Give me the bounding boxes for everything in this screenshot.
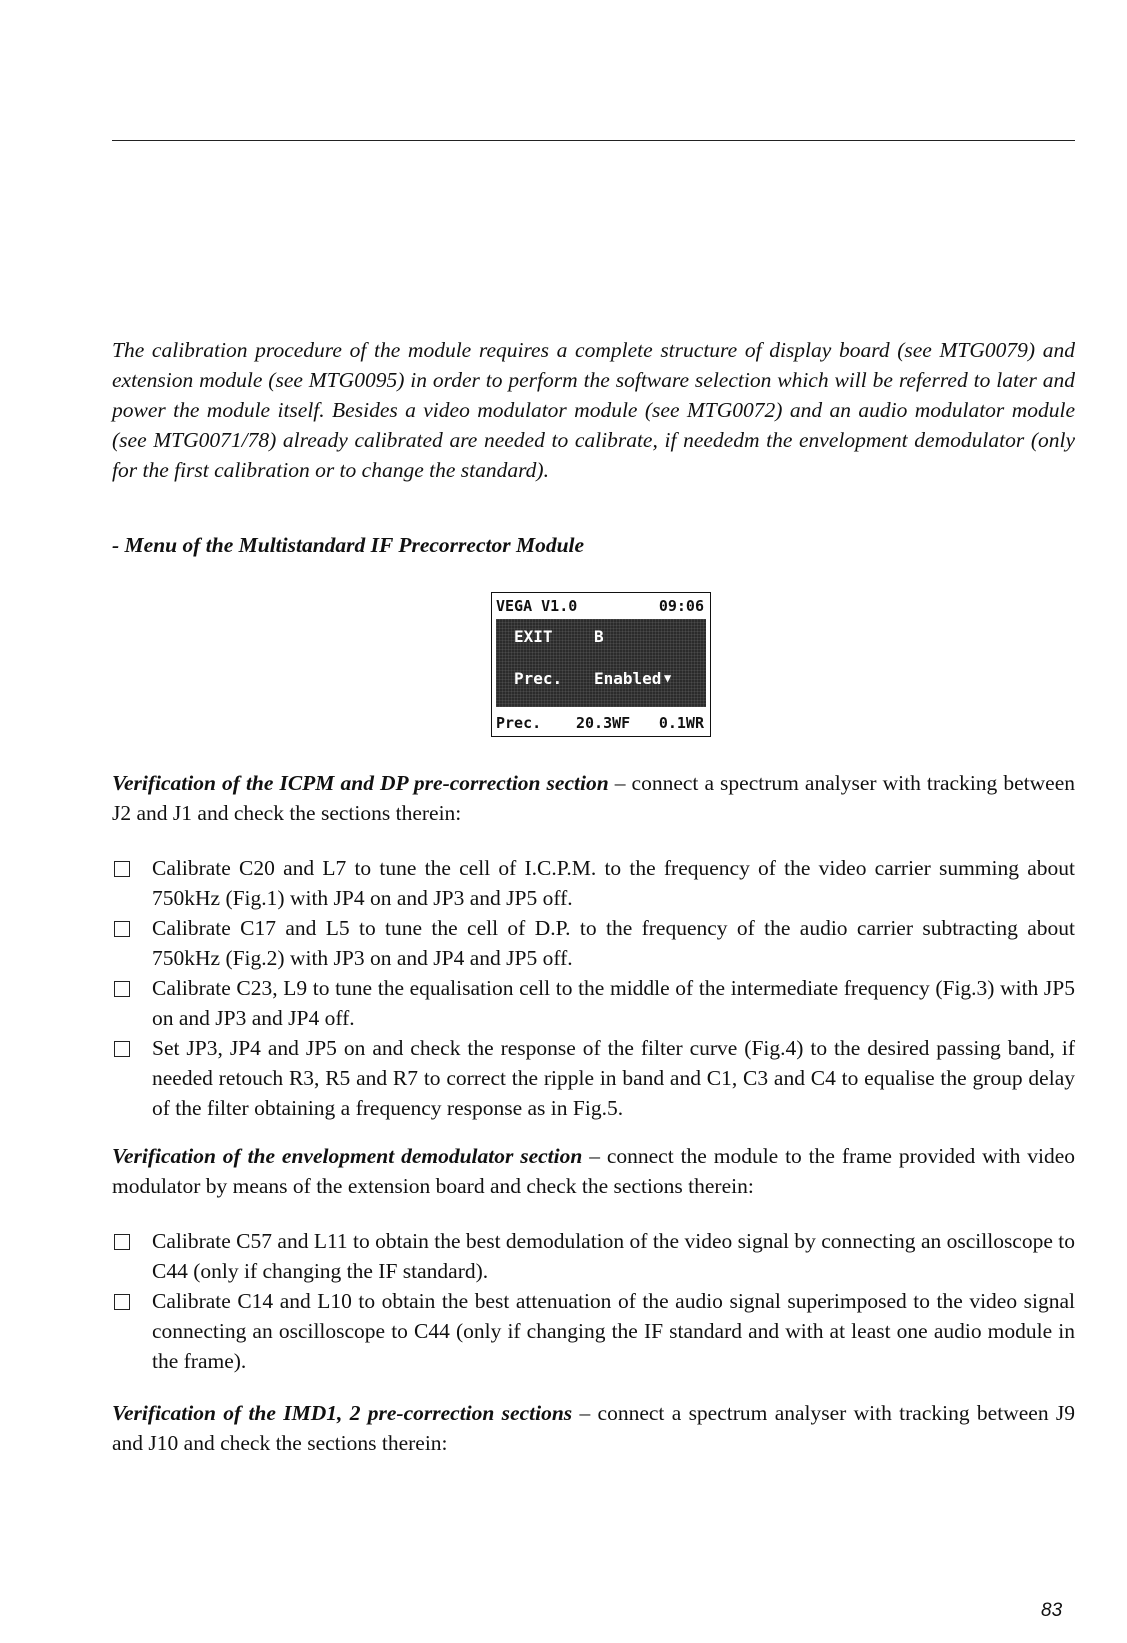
page-number: 83 bbox=[1041, 1600, 1063, 1621]
list-item: Set JP3, JP4 and JP5 on and check the response of the filter curve (Fig.4) to the desired passing band, if needed retouch R3, R5 and R7 to correct the ripple in band and C1, C3 and C4 to equalise the group delay of the filter obtaining a frequency response as in Fig.5. bbox=[112, 1033, 1075, 1123]
lcd-header bbox=[492, 593, 710, 619]
section-imd bbox=[112, 1398, 1075, 1458]
checkbox-icon bbox=[114, 861, 130, 877]
lcd-prec-value[interactable]: Enabled bbox=[594, 669, 662, 688]
header-rule bbox=[112, 140, 1075, 141]
lcd-exit-value: B bbox=[594, 627, 604, 646]
menu-heading: - Menu of the Multistandard IF Precorrector Module bbox=[112, 533, 585, 557]
section-text: – connect a spectrum analyser with tracking between J2 and J1 and check the sections therein: bbox=[112, 771, 1075, 825]
lcd-reflected-power: 0.1WR bbox=[658, 714, 704, 732]
list-item: Calibrate C23, L9 to tune the equalisation cell to the middle of the intermediate frequency (Fig.3) with JP5 on and JP3 and JP4 off. bbox=[112, 973, 1075, 1033]
dropdown-arrow-icon[interactable]: ▼ bbox=[664, 671, 672, 685]
section-title: Verification of the envelopment demodulator section bbox=[112, 1144, 583, 1168]
lcd-title: VEGA V1.0 bbox=[496, 597, 578, 615]
icpm-dp-steps bbox=[112, 853, 1075, 1123]
lcd-status-row bbox=[492, 710, 710, 736]
checkbox-icon bbox=[114, 1234, 130, 1250]
section-envelopment-demodulator bbox=[112, 1141, 1075, 1201]
lcd-menu-screen bbox=[496, 619, 706, 707]
list-item: Calibrate C57 and L11 to obtain the best demodulation of the video signal by connecting an oscilloscope to C44 (only if changing the IF standard). bbox=[112, 1226, 1075, 1286]
lcd-prec-item[interactable]: Prec. bbox=[514, 669, 563, 688]
section-title: Verification of the ICPM and DP pre-correction section bbox=[112, 771, 609, 795]
lcd-time: 09:06 bbox=[658, 597, 704, 615]
lcd-exit-item[interactable]: EXIT bbox=[514, 627, 553, 646]
lcd-display bbox=[491, 592, 711, 737]
lcd-forward-power: 20.3WF bbox=[576, 714, 631, 732]
list-item: Calibrate C20 and L7 to tune the cell of I.C.P.M. to the frequency of the video carrier summing about 750kHz (Fig.1) with JP4 on and JP3 and JP5 off. bbox=[112, 853, 1075, 913]
demodulator-steps bbox=[112, 1226, 1075, 1376]
checkbox-icon bbox=[114, 1041, 130, 1057]
checkbox-icon bbox=[114, 1294, 130, 1310]
intro-paragraph: The calibration procedure of the module requires a complete structure of display board (see MTG0079) and extension module (see MTG0095) in order to perform the software selection which will be referred to later and power the module itself. Besides a video modulator module (see MTG0072) and an audio modulator module (see MTG0071/78) already calibrated are needed to calibrate, if neededm the envelopment demodulator (only for the first calibration or to change the standard). bbox=[112, 338, 1075, 482]
section-title: Verification of the IMD1, 2 pre-correction sections bbox=[112, 1401, 573, 1425]
checkbox-icon bbox=[114, 981, 130, 997]
list-item: Calibrate C17 and L5 to tune the cell of D.P. to the frequency of the audio carrier subtracting about 750kHz (Fig.2) with JP3 on and JP4 and JP5 off. bbox=[112, 913, 1075, 973]
lcd-status-label: Prec. bbox=[496, 714, 542, 732]
list-item: Calibrate C14 and L10 to obtain the best attenuation of the audio signal superimposed to the video signal connecting an oscilloscope to C44 (only if changing the IF standard and with at least one audio module in the frame). bbox=[112, 1286, 1075, 1376]
checkbox-icon bbox=[114, 921, 130, 937]
section-icpm-dp bbox=[112, 768, 1075, 828]
section-text: – connect a spectrum analyser with tracking between J9 and J10 and check the sections therein: bbox=[112, 1401, 1075, 1455]
section-text: – connect the module to the frame provided with video modulator by means of the extension board and check the sections therein: bbox=[112, 1144, 1076, 1198]
